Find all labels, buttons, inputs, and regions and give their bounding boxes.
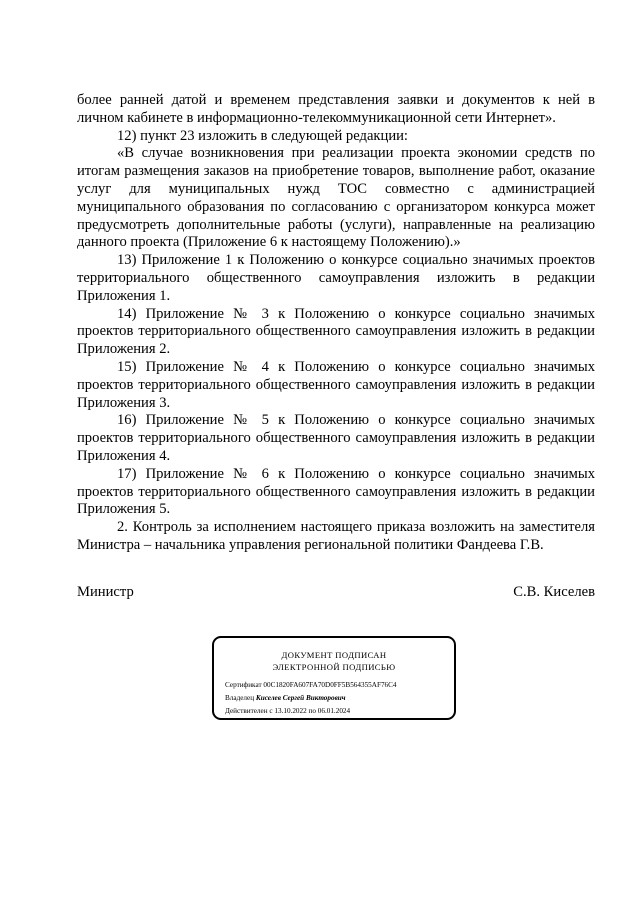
paragraph-4: 13) Приложение 1 к Положению о конкурсе социально значимых проектов территориального общественного самоуправления изложить в редакции Приложения 1. [77,252,595,304]
stamp-title-line-2: ЭЛЕКТРОННОЙ ПОДПИСЬЮ [272,662,396,672]
owner-value: Киселев Сергей Викторович [255,694,346,702]
stamp-owner [225,693,346,703]
paragraph-5: 14) Приложение № 3 к Положению о конкурсе социально значимых проектов территориального общественного самоуправления изложить в редакции Приложения 2. [77,305,595,358]
electronic-signature-stamp [212,636,456,720]
valid-to: 06.01.2024 [317,707,351,715]
signer-position: Министр [77,584,134,600]
paragraph-7: 16) Приложение № 5 к Положению о конкурсе социально значимых проектов территориального общественного самоуправления изложить в редакции Приложения 4. [77,412,595,464]
certificate-label: Сертификат [225,681,262,689]
owner-label: Владелец [225,694,255,702]
stamp-title-line-1: ДОКУМЕНТ ПОДПИСАН [281,650,387,660]
signer-name: С.В. Киселев [513,584,595,600]
document-body [77,92,595,555]
signature-block [77,583,595,601]
stamp-title [214,649,454,673]
paragraph-6: 15) Приложение № 4 к Положению о конкурсе социально значимых проектов территориального общественного самоуправления изложить в редакции Приложения 3. [77,358,595,411]
stamp-validity [225,706,350,716]
paragraph-2: 12) пункт 23 изложить в следующей редакции: [117,127,408,144]
valid-label: Действителен [225,707,268,715]
valid-to-word: по [308,707,316,715]
stamp-certificate [225,680,397,690]
valid-from: 13.10.2022 [274,707,307,715]
valid-from-word: с [269,707,273,715]
paragraph-3: «В случае возникновения при реализации проекта экономии средств по итогам размещения заказов на приобретение товаров, выполнение работ, оказание услуг для муниципальных нужд ТОС совместно с администрацией муниципального образования по согласованию с организатором конкурса может предусмотреть дополнительные работы (услуги), направленные на реализацию данного проекта (Приложение 6 к настоящему Положению).» [77,145,595,251]
paragraph-1: более ранней датой и временем представления заявки и документов к ней в личном кабинете в информационно-телекоммуникационной сети Интернет». [77,92,595,126]
paragraph-9: 2. Контроль за исполнением настоящего приказа возложить на заместителя Министра – начальника управления региональной политики Фандеева Г.В. [77,519,595,553]
paragraph-8: 17) Приложение № 6 к Положению о конкурсе социально значимых проектов территориального общественного самоуправления изложить в редакции Приложения 5. [77,465,595,518]
certificate-value: 00C1820FA607FA70D0FF5B564355AF76C4 [263,681,397,689]
